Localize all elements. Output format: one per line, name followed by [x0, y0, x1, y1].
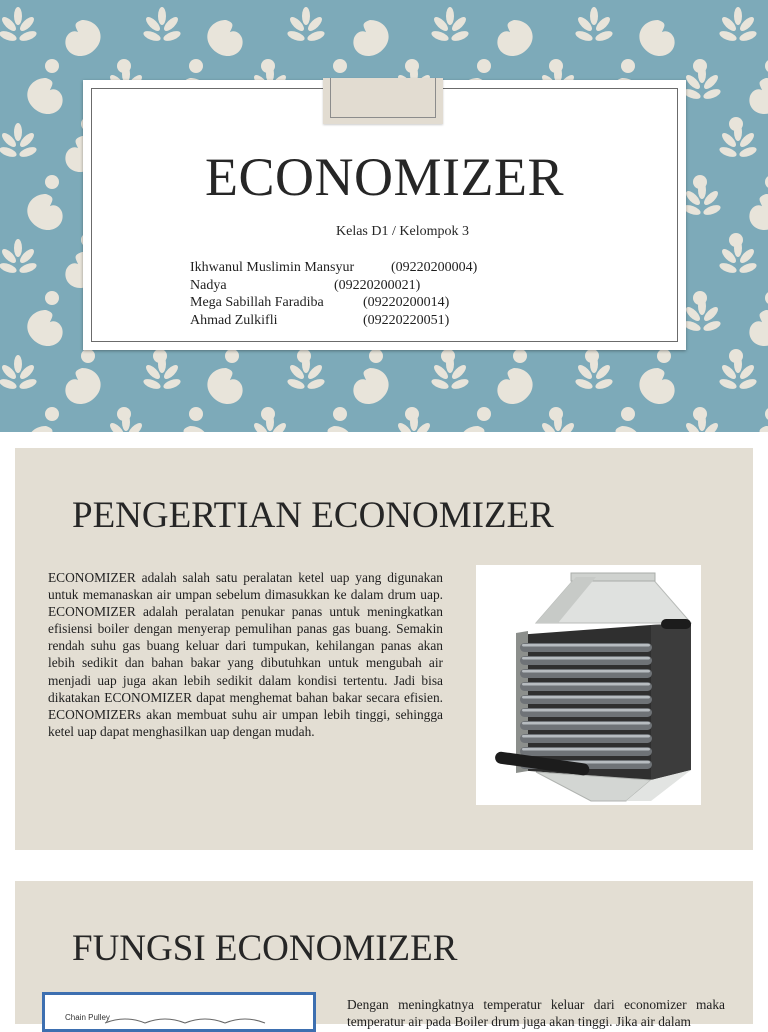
member-nim: (09220200004) [391, 260, 478, 275]
member-nim: (09220200021) [334, 277, 421, 293]
title-card [83, 80, 686, 350]
class-group-subtitle: Kelas D1 / Kelompok 3 [336, 224, 469, 239]
tube-highlight [522, 657, 650, 660]
tube-highlight [522, 709, 650, 712]
section-title-pengertian: PENGERTIAN ECONOMIZER [72, 495, 554, 536]
section-title-fungsi: FUNGSI ECONOMIZER [72, 928, 458, 969]
fungsi-body-text: Dengan meningkatnya temperatur keluar dari economizer maka temperatur air pada Boiler drum juga akan tinggi. Jika air dalam [347, 997, 725, 1030]
diagram-label: Chain Pulley [65, 1013, 110, 1022]
tube-highlight [522, 670, 650, 673]
tube-highlight [522, 722, 650, 725]
member-name: Mega Sabillah Faradiba [190, 295, 324, 310]
title-slide [0, 0, 768, 432]
member-nim: (09220220051) [363, 312, 450, 328]
tube-highlight [522, 683, 650, 686]
pengertian-body-text: ECONOMIZER adalah salah satu peralatan ketel uap yang digunakan untuk memanaskan air umpan sebelum dimasukkan ke dalam drum uap. ECONOMIZER adalah peralatan penukar panas untuk meningkatkan efisiensi boiler dengan menyerap pemulihan panas gas buang. Semakin rendah suhu gas buang keluar dari tumpukan, kehilangan panas akan lebih sedikit dan bahan bakar yang dibutuhkan untuk mengubah air menjadi uap juga akan lebih sedikit dalam kondisi tertentu. Jadi bisa dikatakan ECONOMIZER dapat menghemat bahan bakar secara efisien. ECONOMIZERs akan membuat suhu air umpan lebih tinggi, sehingga ketel uap dapat menghasilkan uap dengan mudah. [48, 570, 443, 739]
member-name: Nadya [190, 277, 227, 293]
title-card-tab [323, 78, 443, 124]
tube-highlight [522, 748, 650, 751]
member-name: Ikhwanul Muslimin Mansyur [190, 260, 355, 275]
economizer-unit-image [476, 565, 701, 805]
economizer-unit-icon [476, 565, 701, 805]
economizer-diagram [42, 992, 316, 1032]
tube-highlight [522, 696, 650, 699]
tube-highlight [522, 644, 650, 647]
member-nim: (09220200014) [363, 295, 450, 310]
member-name: Ahmad Zulkifli [190, 312, 278, 328]
pengertian-slide [15, 448, 753, 850]
fungsi-slide [15, 881, 753, 1030]
page-title: ECONOMIZER [205, 147, 564, 207]
tube-highlight [522, 735, 650, 738]
